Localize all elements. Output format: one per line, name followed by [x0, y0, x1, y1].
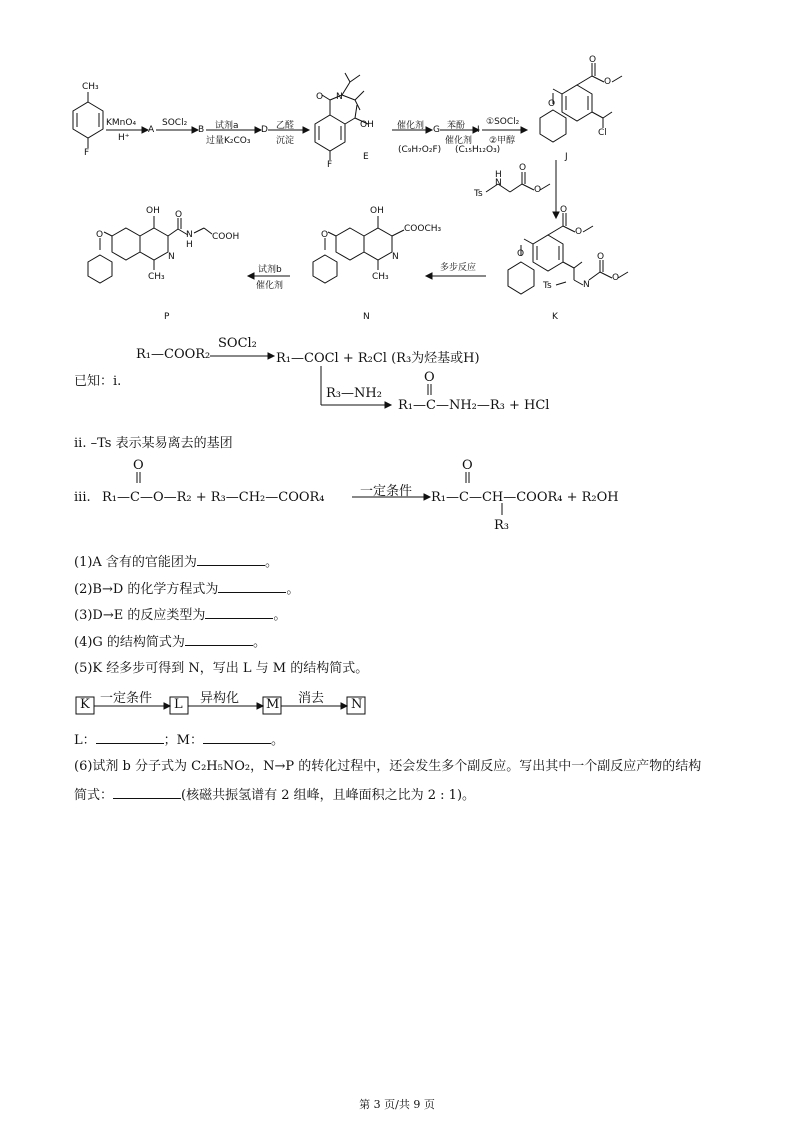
J-carbonyl-O: O [589, 55, 597, 65]
N-COOCH3: COOCH₃ [404, 224, 442, 234]
known-iii-prefix: iii. [74, 490, 91, 505]
question-3: (3)D→E 的反应类型为 。 [74, 608, 287, 623]
step6-bottom: (C₁₅H₁₂O₃) [455, 145, 501, 155]
step6-top: 苯酚 [447, 121, 466, 131]
J-ether-O: O [548, 99, 556, 109]
start-ch3: CH₃ [82, 82, 99, 92]
P-amide-H: H [186, 240, 193, 250]
step9-bottom: 催化剂 [256, 281, 284, 291]
K-ether-O: O [517, 249, 525, 259]
compound-I: I [477, 125, 480, 135]
answer-blank-2[interactable] [218, 580, 286, 593]
known-i-reagent: SOCl₂ [218, 336, 257, 351]
compound-A: A [148, 125, 155, 135]
known-iii-O2: O [462, 458, 473, 473]
E-OH: OH [360, 120, 374, 130]
step4-bottom: 沉淀 [276, 136, 295, 146]
step7-bottom: ②甲醇 [489, 136, 516, 146]
N-phenyl-ring [313, 255, 337, 283]
compound-D: D [261, 125, 268, 135]
P-phenyl-ring [88, 255, 112, 283]
P-COOH: COOH [212, 232, 240, 242]
N-isoquinoline-ring-a [336, 228, 364, 260]
J-Cl: Cl [598, 128, 607, 138]
K-carbonyl-O: O [560, 205, 568, 215]
question-6-line2: 简式： (核磁共振氢谱有 2 组峰，且峰面积之比为 2 : 1)。 [74, 788, 476, 803]
P-isoquinoline-ring-a [112, 228, 140, 260]
N-ether-O: O [321, 230, 329, 240]
K-ester-O2: O [612, 273, 620, 283]
compound-G: G [433, 125, 440, 135]
page-footer: 第 3 页/共 9 页 [359, 1098, 435, 1111]
question-1: (1)A 含有的官能团为 。 [74, 555, 278, 570]
known-iii-cond: 一定条件 [360, 484, 413, 499]
flow-arrow-1-label: 一定条件 [100, 691, 153, 706]
N-isoquinoline-ring-b [364, 228, 392, 260]
known-i-reagent2: R₃—NH₂ [326, 386, 382, 401]
flow-arrow-2-label: 异构化 [200, 691, 240, 706]
K-ester-O: O [575, 227, 583, 237]
compound-B: B [198, 125, 205, 135]
known-prefix: 已知：i. [74, 374, 122, 389]
known-i-product: R₁—COCl + R₂Cl (R₃为烃基或H) [276, 351, 480, 366]
P-isoquinoline-ring-b [140, 228, 168, 260]
question-5: (5)K 经多步可得到 N，写出 L 与 M 的结构简式。 [74, 661, 369, 676]
step3-top: 试剂a [215, 121, 239, 131]
K-label: K [552, 312, 558, 322]
known-i-product2: R₁—C—NH₂—R₃ + HCl [398, 398, 550, 413]
question-6-line1: (6)试剂 b 分子式为 C₂H₅NO₂，N→P 的转化过程中，还会发生多个副反应。写出其中一个副反应产物的结构 [74, 759, 702, 774]
known-ii: ii. –Ts 表示某易离去的基团 [74, 436, 233, 451]
question-5-answer: L： ；M： 。 [74, 733, 284, 748]
step1-top: KMnO₄ [106, 118, 137, 128]
E-F: F [327, 160, 333, 170]
step6-mid: 催化剂 [445, 136, 473, 146]
P-amide-N: N [186, 230, 193, 240]
known-iii-R3: R₃ [494, 518, 509, 533]
step2-top: SOCl₂ [162, 118, 188, 128]
flow-box-L: L [174, 697, 183, 712]
step4-top: 乙醛 [276, 121, 295, 131]
known-iii-O1: O [133, 458, 144, 473]
step5-top: 催化剂 [397, 121, 425, 131]
reagent-O1: O [519, 163, 527, 173]
P-ether-O: O [96, 230, 104, 240]
reagent-H: H [495, 170, 502, 180]
question-4: (4)G 的结构简式为 。 [74, 635, 266, 650]
synthesis-scheme [0, 0, 794, 330]
flow-arrow-3-label: 消去 [298, 691, 325, 706]
step8-top: 多步反应 [440, 263, 477, 273]
step5-bottom: (C₉H₇O₂F) [398, 145, 442, 155]
J-phenyl-ring [540, 110, 566, 142]
flow-box-N: N [351, 697, 363, 712]
flow-box-K: K [80, 697, 90, 712]
question-2: (2)B→D 的化学方程式为 。 [74, 582, 300, 597]
P-OH: OH [146, 206, 160, 216]
answer-blank-M[interactable] [203, 731, 271, 744]
start-f: F [84, 148, 90, 158]
answer-blank-L[interactable] [96, 731, 164, 744]
known-i-product2-O: O [424, 370, 435, 385]
K-carbonyl-O2: O [597, 252, 605, 262]
E-label: E [363, 152, 369, 162]
N-OH: OH [370, 206, 384, 216]
known-iii-product: R₁—C—CH—COOR₄ + R₂OH [431, 490, 619, 505]
answer-blank-1[interactable] [197, 553, 265, 566]
N-CH3: CH₃ [372, 272, 389, 282]
step1-bottom: H⁺ [118, 133, 130, 143]
answer-blank-4[interactable] [185, 633, 253, 646]
K-N: N [583, 280, 590, 290]
J-ester-O: O [604, 77, 612, 87]
answer-blank-3[interactable] [205, 606, 273, 619]
J-label: J [565, 152, 568, 162]
step9-top: 试剂b [258, 265, 282, 275]
reagent-N: N [495, 178, 502, 188]
K-Ts: Ts [543, 281, 552, 291]
P-amide-O: O [175, 210, 183, 220]
P-CH3: CH₃ [148, 272, 165, 282]
known-iii-reactant: R₁—C—O—R₂ + R₃—CH₂—COOR₄ [102, 490, 325, 505]
K-phenyl-ring [508, 262, 534, 294]
step7-top: ①SOCl₂ [486, 117, 520, 127]
N-ring-N: N [392, 252, 399, 262]
P-label: P [164, 312, 170, 322]
flow-box-M: M [266, 697, 280, 712]
answer-blank-6[interactable] [113, 786, 181, 799]
known-i-reactant: R₁—COOR₂ [136, 347, 211, 362]
reagent-Ts: Ts [474, 189, 483, 199]
N-label: N [363, 312, 370, 322]
reagent-O2: O [534, 185, 542, 195]
P-ring-N: N [168, 252, 175, 262]
step3-bottom: 过量K₂CO₃ [206, 136, 251, 146]
E-N: N [336, 92, 343, 102]
E-O: O [316, 92, 324, 102]
